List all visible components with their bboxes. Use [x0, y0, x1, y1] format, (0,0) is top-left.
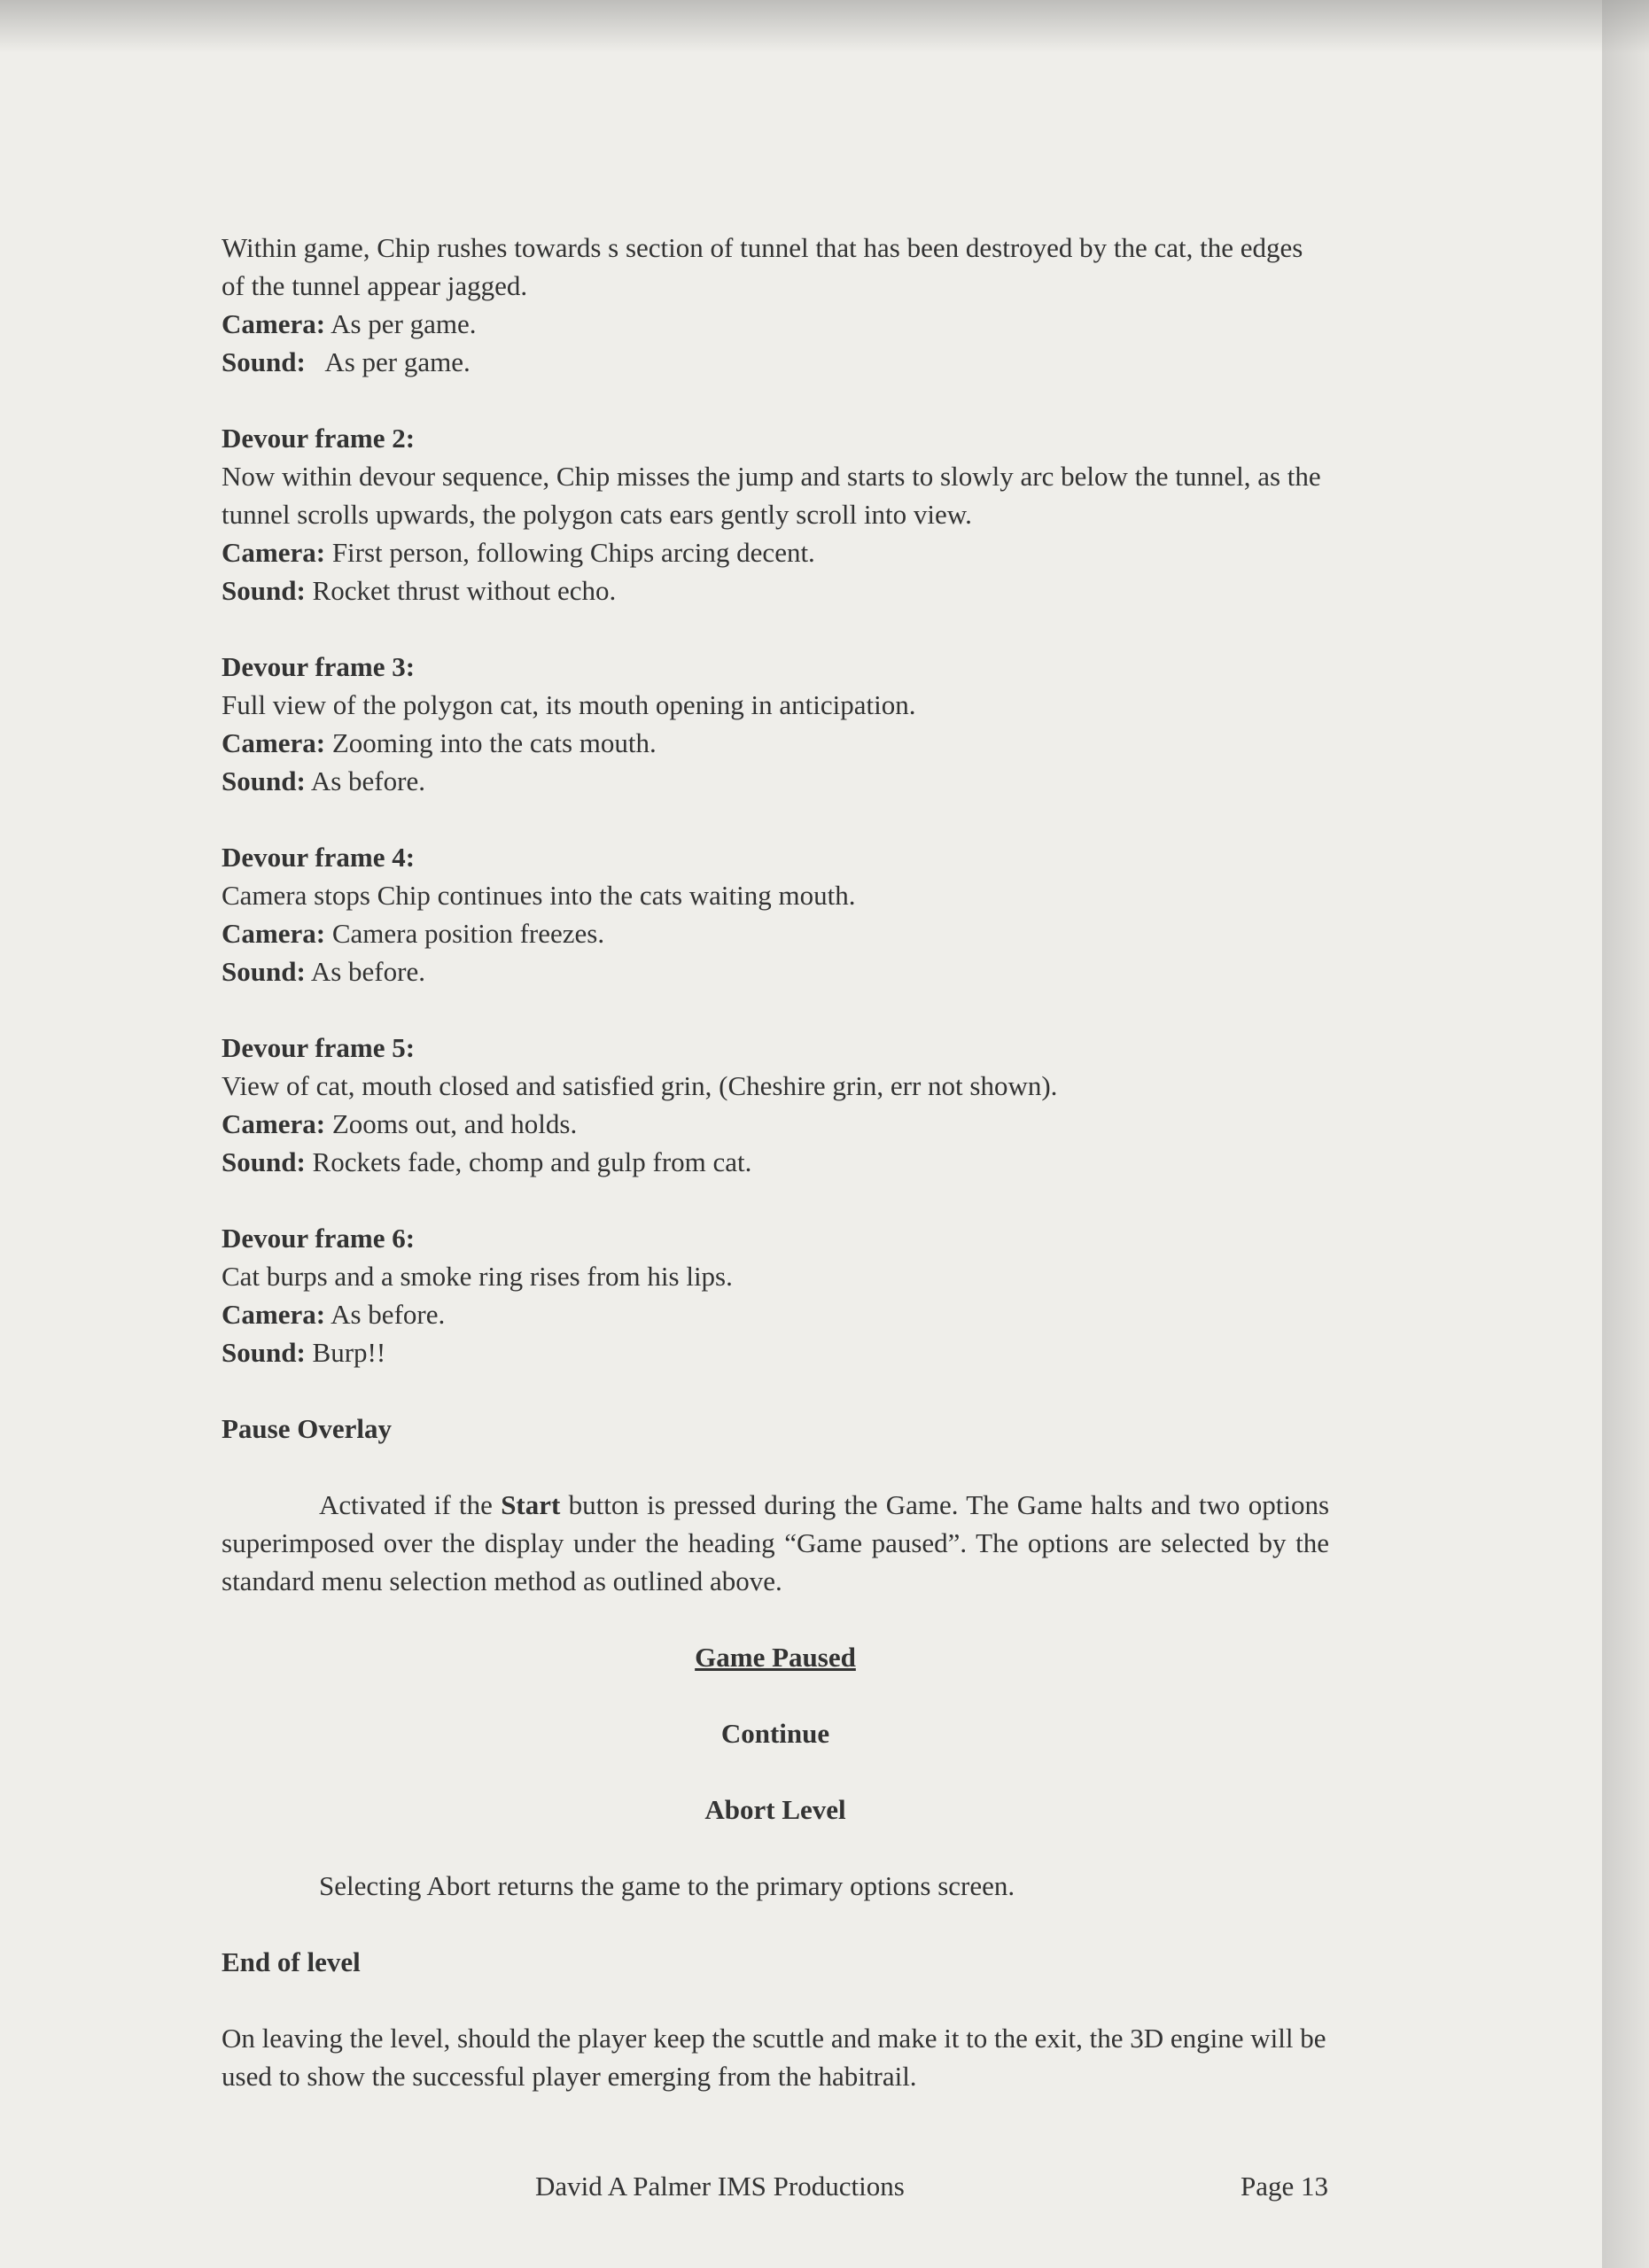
camera-value: First person, following Chips arcing decent. — [331, 537, 815, 568]
sound-label: Sound: — [222, 956, 306, 987]
frame-sound — [222, 1143, 1329, 1181]
frame-sound — [222, 762, 1329, 800]
frame-heading: Devour frame 5: — [222, 1032, 416, 1063]
page-number: Page 13 — [1241, 2171, 1329, 2202]
camera-value: As per game. — [331, 308, 477, 339]
frame-camera — [222, 1295, 1329, 1333]
camera-value: Camera position freezes. — [331, 918, 605, 949]
sound-label: Sound: — [222, 346, 306, 377]
frame-heading: Devour frame 4: — [222, 842, 416, 873]
intro-camera — [222, 305, 1329, 343]
camera-label: Camera: — [222, 308, 326, 339]
section-heading: Pause Overlay — [222, 1413, 392, 1444]
pause-overlay-section — [222, 1410, 1329, 1905]
sound-value: Burp!! — [312, 1337, 386, 1368]
frame-text: Camera stops Chip continues into the cats waiting mouth. — [222, 880, 856, 911]
frame-camera — [222, 533, 1329, 571]
camera-value: Zooms out, and holds. — [331, 1108, 578, 1139]
sound-value: As before. — [310, 956, 425, 987]
section-heading: End of level — [222, 1946, 361, 1977]
frame-heading: Devour frame 6: — [222, 1223, 416, 1254]
frame-sound — [222, 952, 1329, 990]
camera-value: As before. — [331, 1299, 446, 1330]
game-paused-title: Game Paused — [695, 1642, 856, 1673]
devour-frame-6 — [222, 1219, 1329, 1371]
sound-value: As before. — [310, 765, 425, 796]
end-of-level-text: On leaving the level, should the player keep the scuttle and make it to the exit, the 3D engine will be used to show the successful player emerging from the habitrail. — [222, 2023, 1326, 2092]
pause-description — [222, 1486, 1329, 1600]
sound-label: Sound: — [222, 575, 306, 606]
camera-label: Camera: — [222, 1299, 326, 1330]
camera-label: Camera: — [222, 727, 326, 758]
frame-text: View of cat, mouth closed and satisfied grin, (Cheshire grin, err not shown). — [222, 1070, 1058, 1101]
page-footer — [0, 2171, 1602, 2210]
frame-camera — [222, 914, 1329, 952]
camera-value: Zooming into the cats mouth. — [331, 727, 657, 758]
frame-camera — [222, 1105, 1329, 1143]
frame-text: Cat burps and a smoke ring rises from his lips. — [222, 1261, 733, 1292]
footer-author: David A Palmer IMS Productions — [535, 2171, 905, 2202]
devour-frame-4 — [222, 838, 1329, 990]
frame-heading: Devour frame 2: — [222, 423, 416, 454]
abort-level-option: Abort Level — [704, 1794, 846, 1825]
start-button-term: Start — [501, 1489, 561, 1520]
intro-text: Within game, Chip rushes towards s section of tunnel that has been destroyed by the cat, the edges of the tunnel appear jagged. — [222, 232, 1303, 301]
sound-value: Rocket thrust without echo. — [312, 575, 617, 606]
document-body — [222, 229, 1329, 2095]
devour-frame-5 — [222, 1029, 1329, 1181]
sound-value: Rockets fade, chomp and gulp from cat. — [312, 1146, 752, 1177]
frame-heading: Devour frame 3: — [222, 651, 416, 682]
scan-shadow — [0, 0, 1649, 53]
page-edge — [1602, 0, 1649, 2268]
pause-text-rest: button is pressed during the Game. The Game halts and two options superimposed over the display under the heading “Game paused”. The options are selected by the standard menu selection method as outlined above. — [222, 1489, 1330, 1596]
pause-text-start: Activated if the — [319, 1489, 502, 1520]
frame-camera — [222, 724, 1329, 762]
camera-label: Camera: — [222, 537, 326, 568]
frame-sound — [222, 571, 1329, 610]
intro-section — [222, 229, 1329, 381]
end-of-level-section — [222, 1943, 1329, 2095]
camera-label: Camera: — [222, 918, 326, 949]
sound-label: Sound: — [222, 765, 306, 796]
sound-value: As per game. — [324, 346, 471, 377]
sound-label: Sound: — [222, 1146, 306, 1177]
sound-label: Sound: — [222, 1337, 306, 1368]
intro-sound — [222, 343, 1329, 381]
abort-note: Selecting Abort returns the game to the primary options screen. — [319, 1870, 1015, 1901]
devour-frame-3 — [222, 648, 1329, 800]
camera-label: Camera: — [222, 1108, 326, 1139]
frame-sound — [222, 1333, 1329, 1371]
frame-text: Now within devour sequence, Chip misses the jump and starts to slowly arc below the tunnel, as the tunnel scrolls upwards, the polygon cats ears gently scroll into view. — [222, 461, 1321, 530]
continue-option: Continue — [720, 1718, 830, 1749]
devour-frame-2 — [222, 419, 1329, 610]
frame-text: Full view of the polygon cat, its mouth opening in anticipation. — [222, 689, 916, 720]
